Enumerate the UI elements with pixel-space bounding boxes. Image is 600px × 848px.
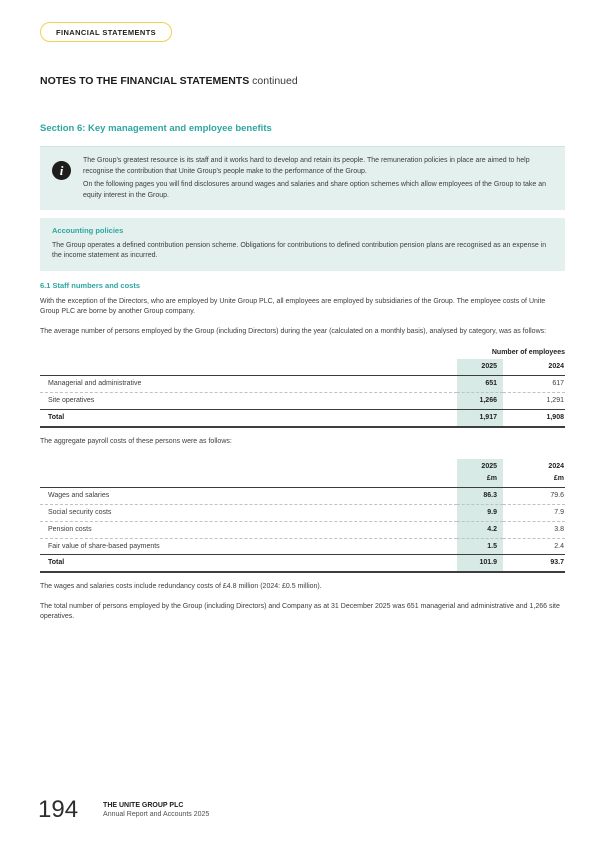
year-header-prior: 2024 <box>503 359 565 375</box>
value-cell-current: 651 <box>457 375 503 392</box>
footer-publisher <box>103 802 209 819</box>
page-footer <box>38 796 209 824</box>
info-callout-text <box>83 156 551 202</box>
footer-report-name: Annual Report and Accounts 2025 <box>103 811 210 819</box>
paragraph: With the exception of the Directors, who are employed by Unite Group PLC, all employees are employed by subsidiaries of the Group. The employee costs of Unite Group PLC are borne by another Group company. <box>40 297 546 315</box>
info-paragraph: On the following pages you will find disclosures around wages and salaries and share option schemes which allow employees of the Group to take an equity interest in the Group. <box>83 181 547 199</box>
page-title-suffix: continued <box>252 75 298 87</box>
units-spacer-cell <box>40 475 457 487</box>
value-cell-prior: 2.4 <box>503 538 565 555</box>
row-label-cell: Site operatives <box>40 392 457 409</box>
value-cell-prior: 1,908 <box>503 409 565 426</box>
paragraph: The total number of persons employed by the Group (including Directors) and Company as at 31 December 2025 was 651 managerial and administrative and 1,266 site operatives. <box>40 602 560 621</box>
value-cell-prior: 617 <box>503 375 565 392</box>
table-row <box>40 487 565 504</box>
table-units-row <box>40 475 565 487</box>
employees-table <box>40 359 565 428</box>
table-row <box>40 409 565 426</box>
accounting-policies-heading: Accounting policies <box>52 225 124 235</box>
table-row <box>40 504 565 521</box>
value-cell-current: 4.2 <box>457 521 503 538</box>
subsection-heading: 6.1 Staff numbers and costs <box>40 280 141 290</box>
paragraph: The aggregate payroll costs of these persons were as follows: <box>40 437 232 445</box>
year-header-current: 2025 <box>457 359 503 375</box>
row-label-cell: Managerial and administrative <box>40 375 457 392</box>
value-cell-current: 101.9 <box>457 555 503 572</box>
accounting-policies-body: The Group operates a defined contribution pension scheme. Obligations for contributions to defined contribution pension plans are recognised as an expense in the income statement as incurred. <box>52 241 547 259</box>
value-cell-current: 86.3 <box>457 487 503 504</box>
row-label-cell: Fair value of share-based payments <box>40 538 457 555</box>
section-heading: Section 6: Key management and employee benefits <box>40 123 272 134</box>
row-label-cell: Wages and salaries <box>40 487 457 504</box>
paragraph: The average number of persons employed by the Group (including Directors) during the year (calculated on a monthly basis), analysed by category, was as follows: <box>40 327 547 335</box>
units-header-current: £m <box>457 475 503 487</box>
table-header-row <box>40 359 565 375</box>
financial-statements-badge: FINANCIAL STATEMENTS <box>40 22 172 42</box>
table-row <box>40 375 565 392</box>
row-label-cell: Total <box>40 555 457 572</box>
info-paragraph: The Group's greatest resource is its staff and it works hard to develop and retain its people. The remuneration policies in place are aimed to help recognise the contribution that Unite Group's people make to the performance of the Group. <box>83 157 530 175</box>
units-header-prior: £m <box>503 475 565 487</box>
row-label-cell: Pension costs <box>40 521 457 538</box>
header-spacer-cell <box>40 459 457 475</box>
value-cell-prior: 3.8 <box>503 521 565 538</box>
value-cell-prior: 79.6 <box>503 487 565 504</box>
value-cell-prior: 93.7 <box>503 555 565 572</box>
page-title-main: NOTES TO THE FINANCIAL STATEMENTS <box>40 75 250 87</box>
row-label-cell: Total <box>40 409 457 426</box>
accounting-policies-box <box>40 218 565 271</box>
year-header-current: 2025 <box>457 459 503 475</box>
table-row <box>40 392 565 409</box>
page-number: 194 <box>38 796 79 823</box>
value-cell-current: 1,266 <box>457 392 503 409</box>
value-cell-prior: 1,291 <box>503 392 565 409</box>
table-header-row <box>40 459 565 475</box>
row-label-cell: Social security costs <box>40 504 457 521</box>
table-row <box>40 538 565 555</box>
info-icon: i <box>52 161 71 180</box>
footer-company-name: THE UNITE GROUP PLC <box>103 801 184 809</box>
paragraph: The wages and salaries costs include redundancy costs of £4.8 million (2024: £0.5 million). <box>40 583 322 591</box>
info-callout-box <box>40 146 565 210</box>
table-row <box>40 555 565 572</box>
header-spacer-cell <box>40 359 457 375</box>
value-cell-prior: 7.9 <box>503 504 565 521</box>
value-cell-current: 9.9 <box>457 504 503 521</box>
value-cell-current: 1.5 <box>457 538 503 555</box>
page-title <box>40 75 565 87</box>
value-cell-current: 1,917 <box>457 409 503 426</box>
payroll-costs-table <box>40 459 565 573</box>
employees-table-caption: Number of employees <box>491 349 565 356</box>
year-header-prior: 2024 <box>548 463 564 471</box>
table-row <box>40 521 565 538</box>
